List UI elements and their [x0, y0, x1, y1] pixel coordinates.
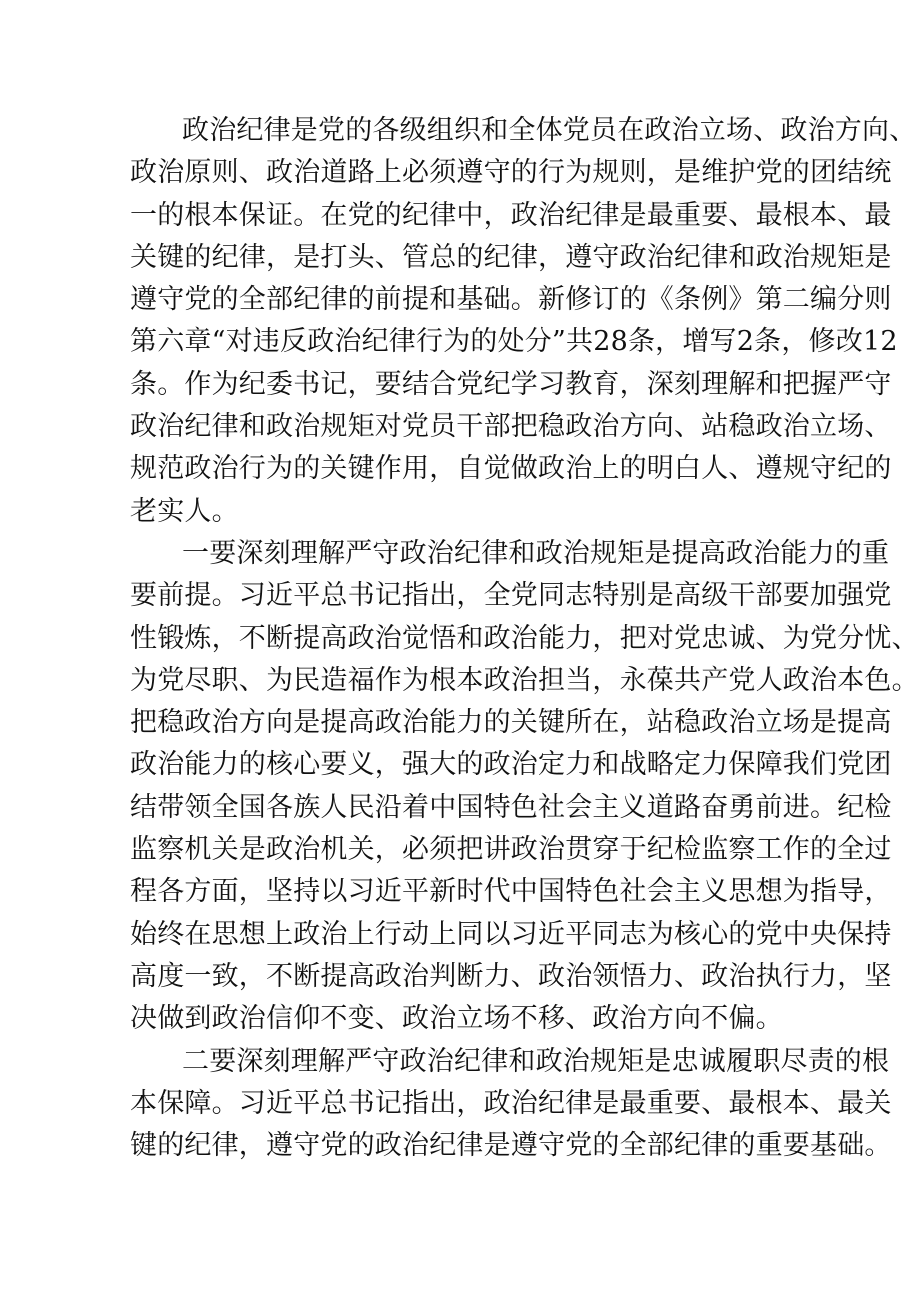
document-body — [130, 110, 919, 1167]
paragraph-2-line-7: 结带领全国各族人民沿着中国特色社会主义道路奋勇前进。纪检 — [130, 791, 892, 823]
paragraph-1-line-4: 关键的纪律，是打头、管总的纪律，遵守政治纪律和政治规矩是 — [130, 241, 892, 273]
paragraph-1-line-10: 老实人。 — [130, 495, 239, 527]
paragraph-2-line-1: 一要深刻理解严守政治纪律和政治规矩是提高政治能力的重 — [182, 537, 890, 569]
paragraph-1-line-6: 第六章“对违反政治纪律行为的处分”共28条，增写2条，修改12 — [130, 326, 898, 358]
paragraph-2-line-12: 决做到政治信仰不变、政治立场不移、政治方向不偏。 — [130, 1003, 783, 1035]
paragraph-2-line-9: 程各方面，坚持以习近平新时代中国特色社会主义思想为指导， — [130, 876, 892, 908]
paragraph-2-line-4: 为党尽职、为民造福作为根本政治担当，永葆共产党人政治本色。 — [130, 664, 919, 696]
paragraph-3-line-1: 二要深刻理解严守政治纪律和政治规矩是忠诚履职尽责的根 — [182, 1045, 890, 1077]
paragraph-2-line-5: 把稳政治方向是提高政治能力的关键所在，站稳政治立场是提高 — [130, 707, 892, 739]
paragraph-1-line-3: 一的根本保证。在党的纪律中，政治纪律是最重要、最根本、最 — [130, 199, 892, 231]
paragraph-1-line-1: 政治纪律是党的各级组织和全体党员在政治立场、政治方向、 — [182, 115, 917, 146]
paragraph-2-line-6: 政治能力的核心要义，强大的政治定力和战略定力保障我们党团 — [130, 749, 892, 781]
paragraph-2-line-2: 要前提。习近平总书记指出，全党同志特别是高级干部要加强党 — [130, 580, 892, 612]
paragraph-3-line-2: 本保障。习近平总书记指出，政治纪律是最重要、最根本、最关 — [130, 1087, 892, 1119]
paragraph-2-line-8: 监察机关是政治机关，必须把讲政治贯穿于纪检监察工作的全过 — [130, 834, 892, 866]
paragraph-1-line-2: 政治原则、政治道路上必须遵守的行为规则，是维护党的团结统 — [130, 157, 892, 189]
paragraph-1-line-8: 政治纪律和政治规矩对党员干部把稳政治方向、站稳政治立场、 — [130, 411, 892, 443]
paragraph-1-line-7: 条。作为纪委书记，要结合党纪学习教育，深刻理解和把握严守 — [130, 368, 892, 400]
paragraph-1-line-5: 遵守党的全部纪律的前提和基础。新修订的《条例》第二编分则 — [130, 284, 892, 316]
paragraph-2-line-3: 性锻炼，不断提高政治觉悟和政治能力，把对党忠诚、为党分忧、 — [130, 622, 919, 654]
paragraph-1-line-9: 规范政治行为的关键作用，自觉做政治上的明白人、遵规守纪的 — [130, 453, 892, 485]
paragraph-2-line-11: 高度一致，不断提高政治判断力、政治领悟力、政治执行力，坚 — [130, 960, 892, 992]
paragraph-3-line-3: 键的纪律，遵守党的政治纪律是遵守党的全部纪律的重要基础。 — [130, 1130, 892, 1162]
paragraph-2-line-10: 始终在思想上政治上行动上同以习近平同志为核心的党中央保持 — [130, 918, 892, 950]
